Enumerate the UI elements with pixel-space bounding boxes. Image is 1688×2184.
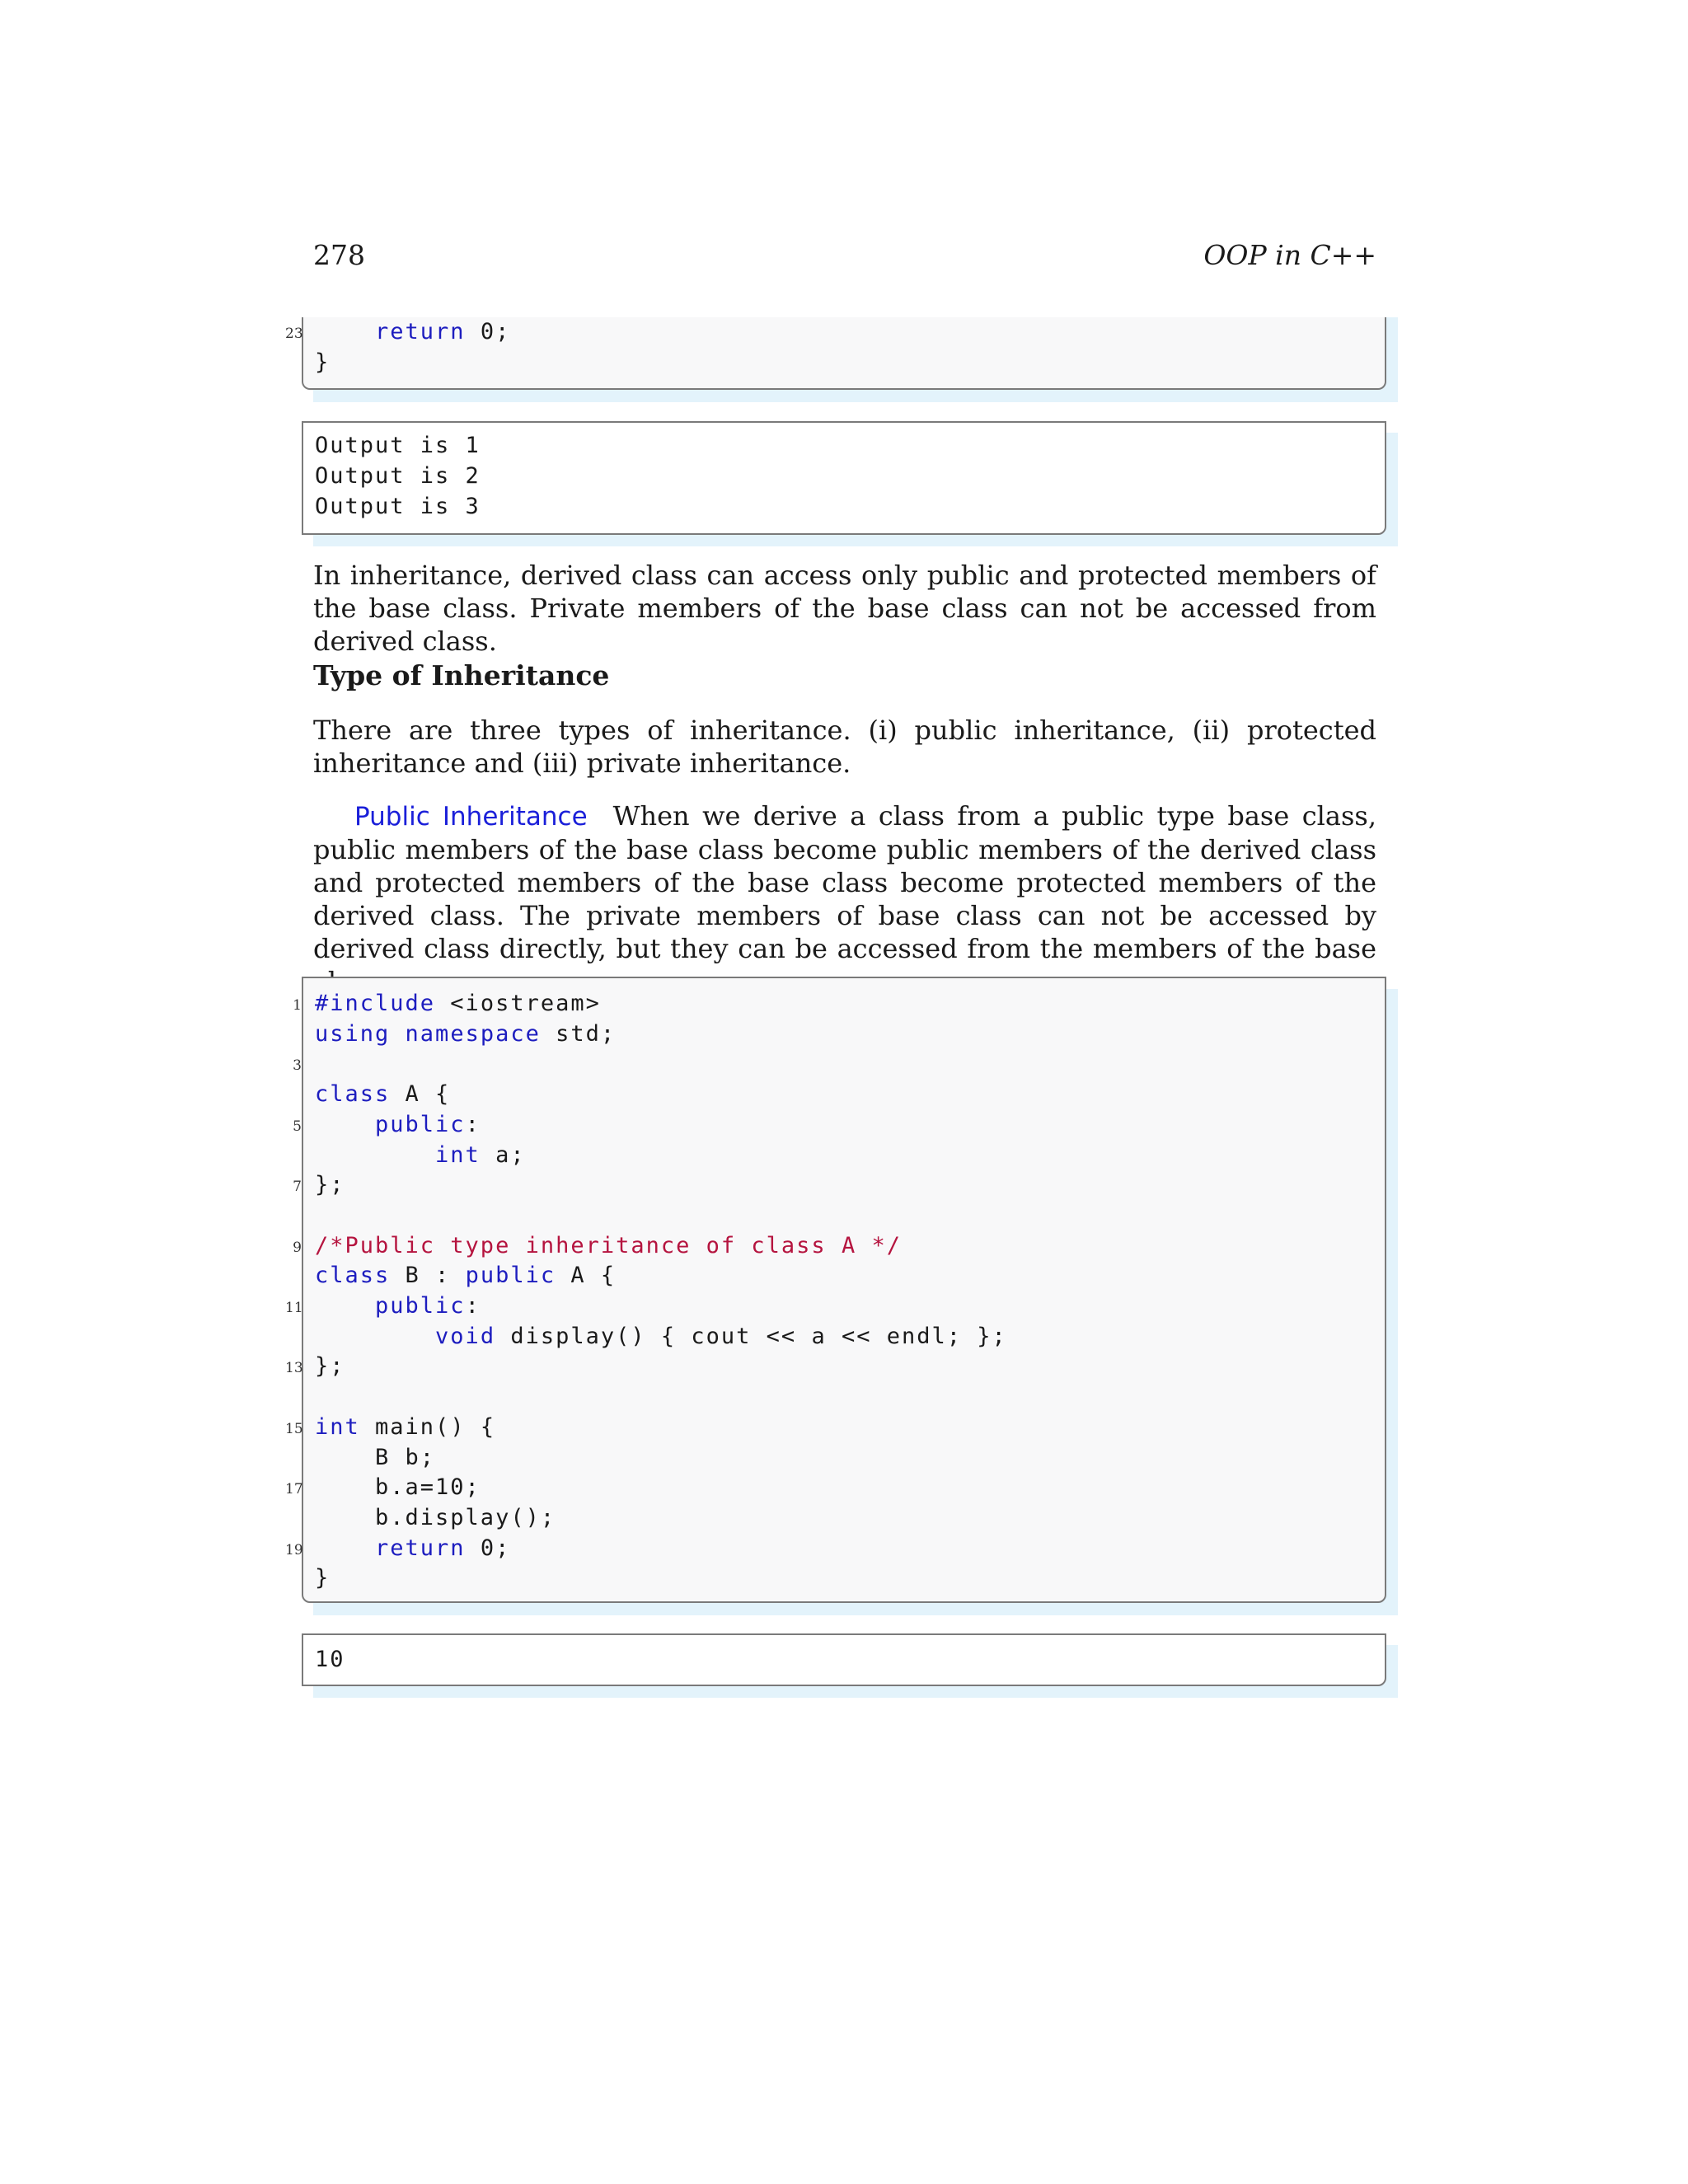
code-text [315, 1261, 616, 1291]
code-text [315, 1534, 510, 1563]
line-number: 23 [285, 326, 303, 342]
code-token: 0; [465, 319, 511, 344]
paragraph-inheritance-access: In inheritance, derived class can access only public and protected members of the base class. Private members of the base class can not be accessed from derived class. [313, 560, 1376, 657]
code-token: : [465, 1111, 481, 1137]
code-token: : [465, 1293, 481, 1319]
line-number: 5 [293, 1118, 302, 1135]
code-text [315, 1170, 345, 1200]
code-text [315, 1443, 435, 1473]
code-token: a; [480, 1141, 526, 1168]
code-token [315, 1293, 375, 1319]
code-text [315, 1473, 481, 1502]
code-keyword: using [315, 1020, 391, 1047]
code-keyword: return [375, 1535, 466, 1561]
output-text: Output is 3 [315, 494, 481, 519]
code-token: <iostream> [435, 991, 601, 1016]
running-title: OOP in C++ [1203, 239, 1376, 271]
line-number: 13 [285, 1360, 303, 1377]
code-keyword: public [375, 1111, 466, 1137]
code-token: B b; [315, 1444, 436, 1470]
section-heading: Type of Inheritance [313, 659, 610, 691]
page-number: 278 [313, 239, 365, 271]
code-text [315, 1322, 1007, 1352]
output-text: 10 [315, 1647, 345, 1672]
code-fragment-block [285, 317, 1386, 390]
code-keyword: namespace [405, 1020, 541, 1047]
code-token: } [315, 1565, 331, 1591]
code-listing-block [285, 977, 1386, 1603]
output-block-1 [302, 421, 1386, 535]
code-text [315, 348, 330, 377]
code-text [315, 989, 601, 1019]
code-token [390, 1021, 405, 1047]
code-token [315, 1535, 375, 1561]
code-text [315, 1141, 526, 1170]
code-text [315, 1563, 330, 1593]
code-token: A { [390, 1081, 451, 1108]
line-number: 9 [293, 1239, 302, 1256]
code-keyword: int [315, 1413, 360, 1440]
code-keyword: class [315, 1081, 391, 1108]
code-keyword: return [375, 319, 466, 344]
line-number: 1 [293, 997, 302, 1014]
code-token: }; [315, 1353, 345, 1380]
code-comment: /*Public type inheritance of class A */ [315, 1232, 902, 1258]
code-token: main() { [359, 1413, 496, 1440]
code-token [315, 1142, 435, 1168]
code-token: display() { cout << a << endl; }; [495, 1323, 1007, 1349]
code-text [315, 1231, 902, 1261]
paragraph-public-inheritance [313, 799, 1376, 998]
code-token: B : [390, 1263, 466, 1289]
code-token: }; [315, 1172, 345, 1198]
code-keyword: void [435, 1323, 496, 1349]
code-text [315, 1352, 345, 1381]
code-text [315, 1110, 481, 1140]
running-head [313, 239, 1376, 272]
code-keyword: class [315, 1263, 391, 1289]
public-inheritance-title: Public Inheritance [354, 802, 588, 832]
line-number: 7 [293, 1179, 302, 1196]
code-keyword: int [435, 1141, 481, 1168]
public-inheritance-text: When we derive a class from a public type base class, public members of the base class become public members of the derived class and protected members of the base class become protected members of the derived class. The private members of base class can not be accessed by derived class directly, but they can be accessed from the members of the base [313, 800, 1377, 964]
code-text [315, 1080, 450, 1109]
code-token: } [315, 349, 331, 375]
code-token: std; [540, 1020, 617, 1047]
code-token [315, 319, 375, 344]
code-keyword: public [375, 1293, 466, 1319]
line-number: 3 [293, 1057, 302, 1075]
code-token: 0; [465, 1535, 511, 1561]
code-token [315, 1112, 375, 1137]
code-text [315, 1291, 481, 1321]
code-token: A { [556, 1263, 617, 1289]
code-text [315, 1019, 616, 1049]
code-token [315, 1324, 435, 1349]
code-text [315, 1413, 495, 1442]
line-number: 17 [285, 1481, 303, 1498]
line-number: 19 [285, 1541, 303, 1558]
code-token: b.a=10; [315, 1474, 481, 1501]
code-keyword: public [465, 1263, 556, 1289]
output-block-2 [302, 1633, 1386, 1686]
code-token: b.display(); [315, 1504, 556, 1530]
code-text [315, 1503, 556, 1533]
line-number: 15 [285, 1420, 303, 1437]
code-keyword: #include [315, 991, 436, 1016]
paragraph-types-intro: There are three types of inheritance. (i) public inheritance, (ii) protected inheritance and (iii) private inheritance. [313, 715, 1376, 779]
line-number: 11 [285, 1300, 303, 1316]
output-text: Output is 2 [315, 463, 481, 489]
code-text [315, 317, 510, 347]
output-text: Output is 1 [315, 433, 481, 458]
